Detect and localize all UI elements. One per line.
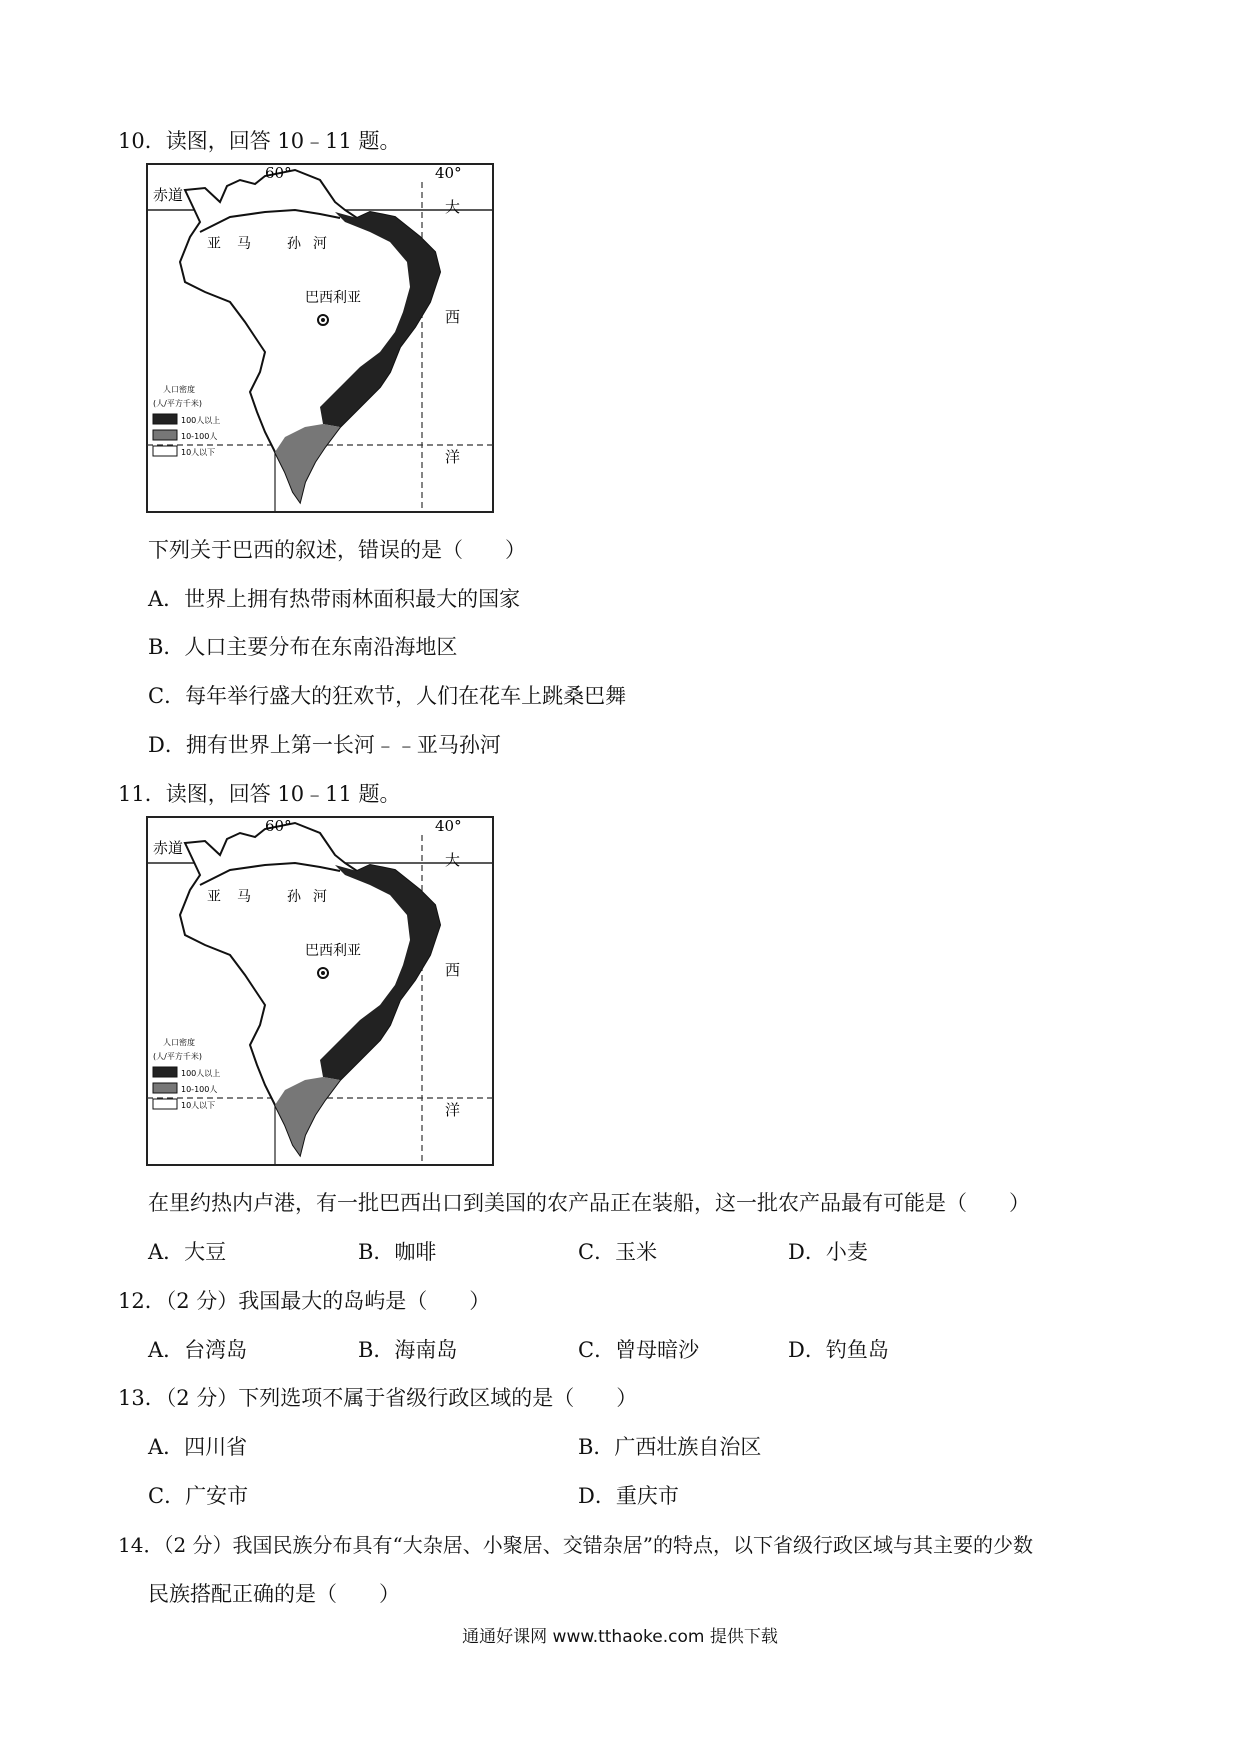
q10-option-d[interactable]: D．拥有世界上第一长河﹣﹣亚马孙河 [148,733,501,757]
svg-text:西: 西 [445,961,461,979]
svg-text:100人以上: 100人以上 [181,1069,221,1078]
svg-text:马: 马 [237,236,251,252]
q12-option-d[interactable]: D．钓鱼岛 [788,1338,889,1362]
svg-text:亚: 亚 [207,236,221,252]
q12-option-b[interactable]: B．海南岛 [358,1338,458,1362]
svg-text:西: 西 [445,308,461,326]
svg-text:孙: 孙 [287,889,301,905]
svg-text:10人以下: 10人以下 [181,1101,216,1110]
q12-stem: 12．（2 分）我国最大的岛屿是（ ） [118,1289,491,1313]
q13-option-d[interactable]: D．重庆市 [578,1484,679,1508]
svg-text:10-100人: 10-100人 [181,1085,218,1094]
svg-text:河: 河 [313,889,327,905]
svg-text:洋: 洋 [445,1101,461,1119]
svg-text:人口密度: 人口密度 [163,1038,195,1047]
q13-stem: 13．（2 分）下列选项不属于省级行政区域的是（ ） [118,1386,638,1410]
svg-text:孙: 孙 [287,236,301,252]
svg-text:人口密度: 人口密度 [163,385,195,394]
q13-option-b[interactable]: B．广西壮族自治区 [578,1435,762,1459]
svg-text:马: 马 [237,889,251,905]
svg-text:(人/平方千米): (人/平方千米) [153,399,202,408]
svg-text:40°: 40° [435,817,462,835]
svg-text:巴西利亚: 巴西利亚 [305,943,361,959]
svg-text:亚: 亚 [207,889,221,905]
svg-text:赤道: 赤道 [153,186,184,204]
page-footer: 通通好课网 www.tthaoke.com 提供下载 [462,1627,778,1647]
q14-stem-line1: 14．（2 分）我国民族分布具有“大杂居、小聚居、交错杂居”的特点，以下省级行政区域与其主要的少数 [118,1533,1033,1557]
q10-option-c[interactable]: C．每年举行盛大的狂欢节，人们在花车上跳桑巴舞 [148,684,627,708]
q10-option-b[interactable]: B．人口主要分布在东南沿海地区 [148,635,458,659]
svg-text:大: 大 [445,851,461,869]
svg-text:大: 大 [445,198,461,216]
svg-text:(人/平方千米): (人/平方千米) [153,1052,202,1061]
q11-stem: 11．读图，回答 10﹣11 题。 [118,782,401,806]
svg-text:巴西利亚: 巴西利亚 [305,290,361,306]
svg-text:10人以下: 10人以下 [181,448,216,457]
q10-stem: 10．读图，回答 10﹣11 题。 [118,129,401,153]
q11-option-c[interactable]: C．玉米 [578,1240,658,1264]
q11-prompt: 在里约热内卢港，有一批巴西出口到美国的农产品正在装船，这一批农产品最有可能是（ ） [148,1191,1030,1215]
q11-option-d[interactable]: D．小麦 [788,1240,868,1264]
q10-prompt: 下列关于巴西的叙述，错误的是（ ） [148,538,526,562]
q11-option-b[interactable]: B．咖啡 [358,1240,437,1264]
svg-text:40°: 40° [435,164,462,182]
q11-option-a[interactable]: A．大豆 [148,1240,227,1264]
svg-text:河: 河 [313,236,327,252]
q13-option-c[interactable]: C．广安市 [148,1484,249,1508]
brazil-map-q11 [145,815,495,1167]
q12-option-a[interactable]: A．台湾岛 [148,1338,248,1362]
svg-text:100人以上: 100人以上 [181,416,221,425]
svg-text:60°: 60° [265,817,292,835]
q10-option-a[interactable]: A．世界上拥有热带雨林面积最大的国家 [148,587,521,611]
q14-stem-line2: 民族搭配正确的是（ ） [148,1582,400,1606]
q13-option-a[interactable]: A．四川省 [148,1435,248,1459]
brazil-map-q10 [145,162,495,514]
svg-text:洋: 洋 [445,448,461,466]
q12-option-c[interactable]: C．曾母暗沙 [578,1338,700,1362]
svg-text:60°: 60° [265,164,292,182]
svg-text:10-100人: 10-100人 [181,432,218,441]
svg-text:赤道: 赤道 [153,839,184,857]
